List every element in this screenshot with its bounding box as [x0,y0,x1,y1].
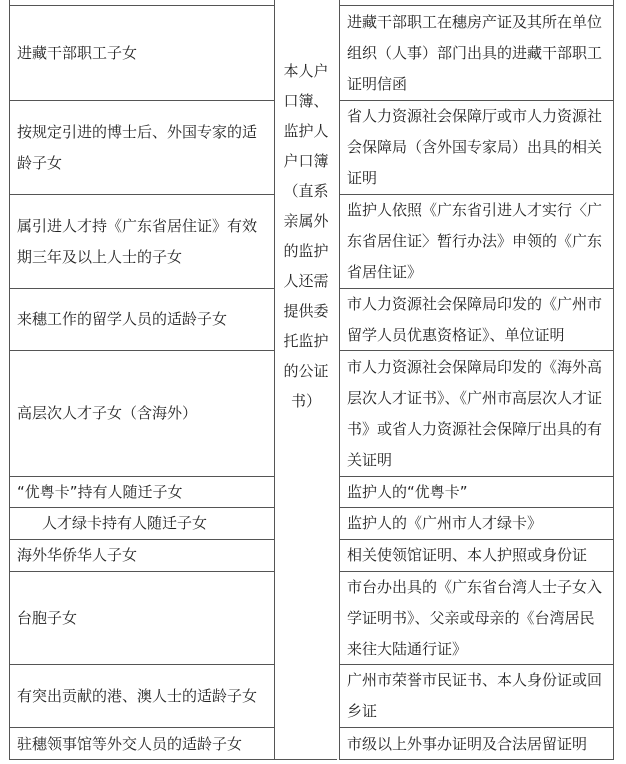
table-row: 市级以上外事办证明及合法居留证明 [340,727,613,760]
shared-material-text: 本人户口簿、监护人户口簿（直系亲属外的监护人还需提供委托监护的公证书） [283,62,329,410]
material-column [339,0,614,760]
table-row: 市人力资源社会保障局印发的《海外高层次人才证书》、《广州市高层次人才证书》或省人力资源社会保障厅出具的有关证明 [340,350,613,476]
table-row: 监护人的“优粤卡” [340,476,613,507]
shared-material-column [275,0,337,760]
table-row: 进藏干部职工子女 [10,5,274,100]
table-row: 人才绿卡持有人随迁子女 [10,507,274,539]
table-row: 监护人的《广州市人才绿卡》 [340,507,613,539]
table-row: 省人力资源社会保障厅或市人力资源社会保障局（含外国专家局）出具的相关证明 [340,100,613,194]
table-row: 属引进人才持《广东省居住证》有效期三年及以上人士的子女 [10,194,274,288]
table-row: 相关使领馆证明、本人护照或身份证 [340,539,613,571]
table-row: 按规定引进的博士后、外国专家的适龄子女 [10,100,274,194]
table-row: 海外华侨华人子女 [10,539,274,571]
table-row: 有突出贡献的港、澳人士的适龄子女 [10,664,274,727]
table-row: 广州市荣誉市民证书、本人身份证或回乡证 [340,664,613,727]
table-row: 监护人依照《广东省引进人才实行〈广东省居住证〉暂行办法》申领的《广东省居住证》 [340,194,613,288]
table-row: 高层次人才子女（含海外） [10,350,274,476]
category-column [9,0,275,760]
table-row: 市人力资源社会保障局印发的《广州市留学人员优惠资格证》、单位证明 [340,288,613,350]
table-row: “优粤卡”持有人随迁子女 [10,476,274,507]
table-row: 市台办出具的《广东省台湾人士子女入学证明书》、父亲或母亲的《台湾居民来往大陆通行证》 [340,571,613,664]
table-row: 台胞子女 [10,571,274,664]
table-row: 进藏干部职工在穗房产证及其所在单位组织（人事）部门出具的进藏干部职工证明信函 [340,5,613,100]
table-row: 驻穗领事馆等外交人员的适龄子女 [10,727,274,760]
table-row: 来穗工作的留学人员的适龄子女 [10,288,274,350]
